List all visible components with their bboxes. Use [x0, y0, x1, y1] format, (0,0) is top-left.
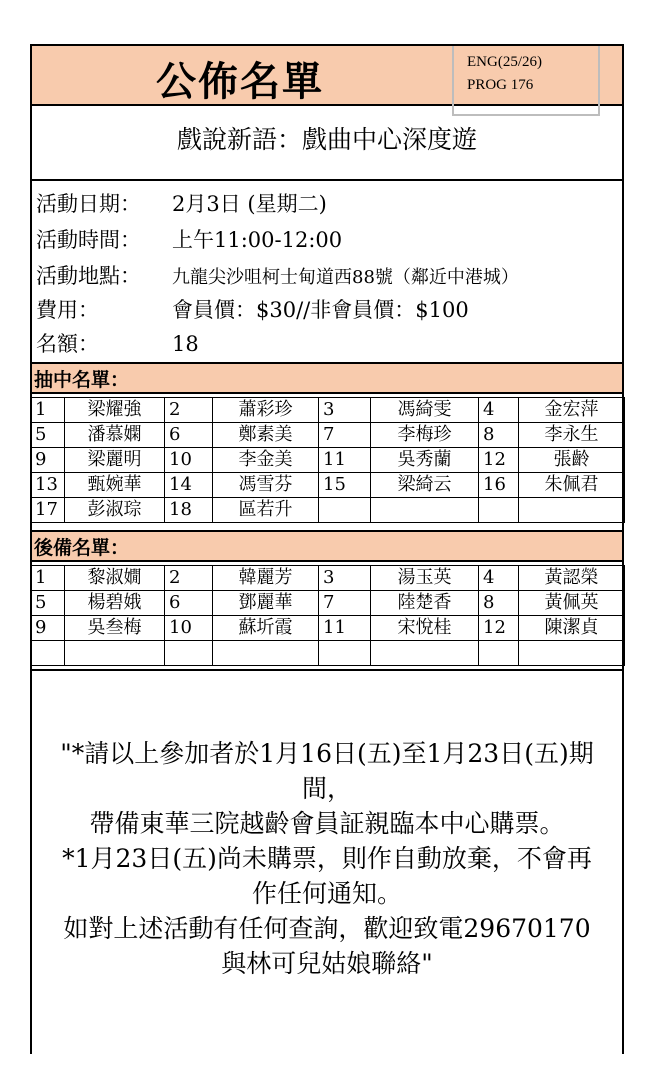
notice-line: 帶備東華三院越齡會員証親臨本中心購票。 [89, 809, 565, 838]
entry-name: 潘慕嫻 [65, 423, 165, 448]
entry-name [371, 498, 479, 523]
info-label: 活動日期： [36, 192, 141, 216]
entry-name: 楊碧娥 [65, 591, 165, 616]
entry-name: 吳秀蘭 [371, 448, 479, 473]
entry-number: 18 [165, 498, 213, 523]
info-label: 活動地點： [36, 264, 141, 288]
entry-name [519, 641, 625, 666]
entry-name: 陳潔貞 [519, 616, 625, 641]
entry-number [319, 641, 371, 666]
entry-name: 梁麗明 [65, 448, 165, 473]
entry-name: 陸楚香 [371, 591, 479, 616]
notice-line: 如對上述活動有任何查詢，歡迎致電29670170 [63, 914, 591, 943]
entry-number: 9 [31, 448, 65, 473]
notice-line: 間， [301, 774, 352, 803]
waitlist-table [30, 565, 625, 666]
entry-name: 黃認榮 [519, 566, 625, 591]
entry-number: 1 [31, 566, 65, 591]
info-value: 上午11:00-12:00 [172, 228, 343, 252]
info-label: 費用： [36, 298, 99, 322]
entry-name: 黃佩英 [519, 591, 625, 616]
entry-number: 8 [479, 591, 519, 616]
entry-name [519, 498, 625, 523]
sheet-border-left [30, 44, 32, 1054]
entry-name: 張齡 [519, 448, 625, 473]
entry-name: 李金美 [213, 448, 319, 473]
selected-heading-text: 抽中名單： [34, 369, 130, 391]
info-value: 2月3日 (星期二) [172, 192, 327, 216]
entry-name [213, 641, 319, 666]
entry-name: 黎淑嫺 [65, 566, 165, 591]
entry-number: 1 [31, 398, 65, 423]
info-value: 18 [172, 332, 199, 356]
entry-number [319, 498, 371, 523]
waitlist-heading [30, 530, 624, 562]
entry-name: 鄧麗華 [213, 591, 319, 616]
info-fee [36, 294, 469, 324]
divider [30, 179, 624, 181]
entry-name: 梁耀強 [65, 398, 165, 423]
entry-name [65, 641, 165, 666]
entry-number: 2 [165, 398, 213, 423]
table-row [31, 448, 625, 473]
entry-number [479, 498, 519, 523]
entry-name: 馮綺雯 [371, 398, 479, 423]
entry-number: 15 [319, 473, 371, 498]
table-row [31, 616, 625, 641]
program-code-eng: ENG(25/26) [467, 54, 542, 70]
info-value: 會員價：$30//非會員價：$100 [172, 298, 469, 322]
entry-number [165, 641, 213, 666]
info-label: 名額： [36, 332, 99, 356]
entry-number: 9 [31, 616, 65, 641]
selected-list-heading [30, 362, 624, 394]
table-row [31, 566, 625, 591]
entry-number: 17 [31, 498, 65, 523]
info-value: 九龍尖沙咀柯士甸道西88號（鄰近中港城） [172, 267, 519, 288]
entry-number: 7 [319, 423, 371, 448]
entry-number: 3 [319, 398, 371, 423]
entry-number: 6 [165, 423, 213, 448]
notice-line: "*請以上參加者於1月16日(五)至1月23日(五)期 [60, 739, 594, 768]
selected-table [30, 397, 625, 523]
entry-name: 蕭彩珍 [213, 398, 319, 423]
info-location [36, 260, 519, 290]
program-code-prog: PROG 176 [467, 77, 534, 93]
entry-name: 鄭素美 [213, 423, 319, 448]
table-row [31, 591, 625, 616]
entry-name: 韓麗芳 [213, 566, 319, 591]
entry-number: 6 [165, 591, 213, 616]
entry-name: 甄婉華 [65, 473, 165, 498]
entry-name [371, 641, 479, 666]
entry-name: 區若升 [213, 498, 319, 523]
table-row [31, 423, 625, 448]
event-name: 戲說新語：戲曲中心深度遊 [176, 125, 477, 154]
program-code-box [452, 44, 600, 116]
entry-name: 梁綺云 [371, 473, 479, 498]
entry-name: 湯玉英 [371, 566, 479, 591]
entry-name: 馮雪芬 [213, 473, 319, 498]
table-row [31, 498, 625, 523]
notice-text [30, 736, 624, 981]
divider [30, 669, 624, 671]
entry-number: 16 [479, 473, 519, 498]
waitlist-heading-text: 後備名單： [34, 537, 130, 559]
entry-number: 5 [31, 591, 65, 616]
entry-number: 14 [165, 473, 213, 498]
info-time [36, 224, 342, 254]
entry-number: 3 [319, 566, 371, 591]
entry-number: 12 [479, 616, 519, 641]
entry-number: 10 [165, 448, 213, 473]
entry-name: 金宏萍 [519, 398, 625, 423]
page-title: 公佈名單 [156, 59, 324, 105]
entry-number [479, 641, 519, 666]
table-row [31, 473, 625, 498]
notice-line: 作任何通知。 [251, 879, 402, 908]
entry-number: 12 [479, 448, 519, 473]
entry-number: 11 [319, 448, 371, 473]
info-quota [36, 328, 199, 358]
entry-name: 蘇圻霞 [213, 616, 319, 641]
entry-name: 朱佩君 [519, 473, 625, 498]
entry-number: 10 [165, 616, 213, 641]
entry-number: 2 [165, 566, 213, 591]
notice-line: 與林可兒姑娘聯絡" [221, 949, 433, 978]
entry-name: 李梅珍 [371, 423, 479, 448]
sheet-border-right [622, 44, 624, 1054]
info-label: 活動時間： [36, 228, 141, 252]
entry-number: 8 [479, 423, 519, 448]
entry-name: 李永生 [519, 423, 625, 448]
entry-name: 吳叁梅 [65, 616, 165, 641]
notice-sheet [30, 44, 624, 1087]
table-row [31, 641, 625, 666]
entry-number: 4 [479, 398, 519, 423]
table-row [31, 398, 625, 423]
entry-number: 13 [31, 473, 65, 498]
notice-line: *1月23日(五)尚未購票，則作自動放棄，不會再 [62, 844, 592, 873]
entry-number [31, 641, 65, 666]
entry-name: 彭淑琮 [65, 498, 165, 523]
sheet-border-top [30, 44, 624, 46]
entry-number: 7 [319, 591, 371, 616]
entry-name: 宋悅桂 [371, 616, 479, 641]
info-date [36, 188, 327, 218]
entry-number: 11 [319, 616, 371, 641]
entry-number: 5 [31, 423, 65, 448]
entry-number: 4 [479, 566, 519, 591]
